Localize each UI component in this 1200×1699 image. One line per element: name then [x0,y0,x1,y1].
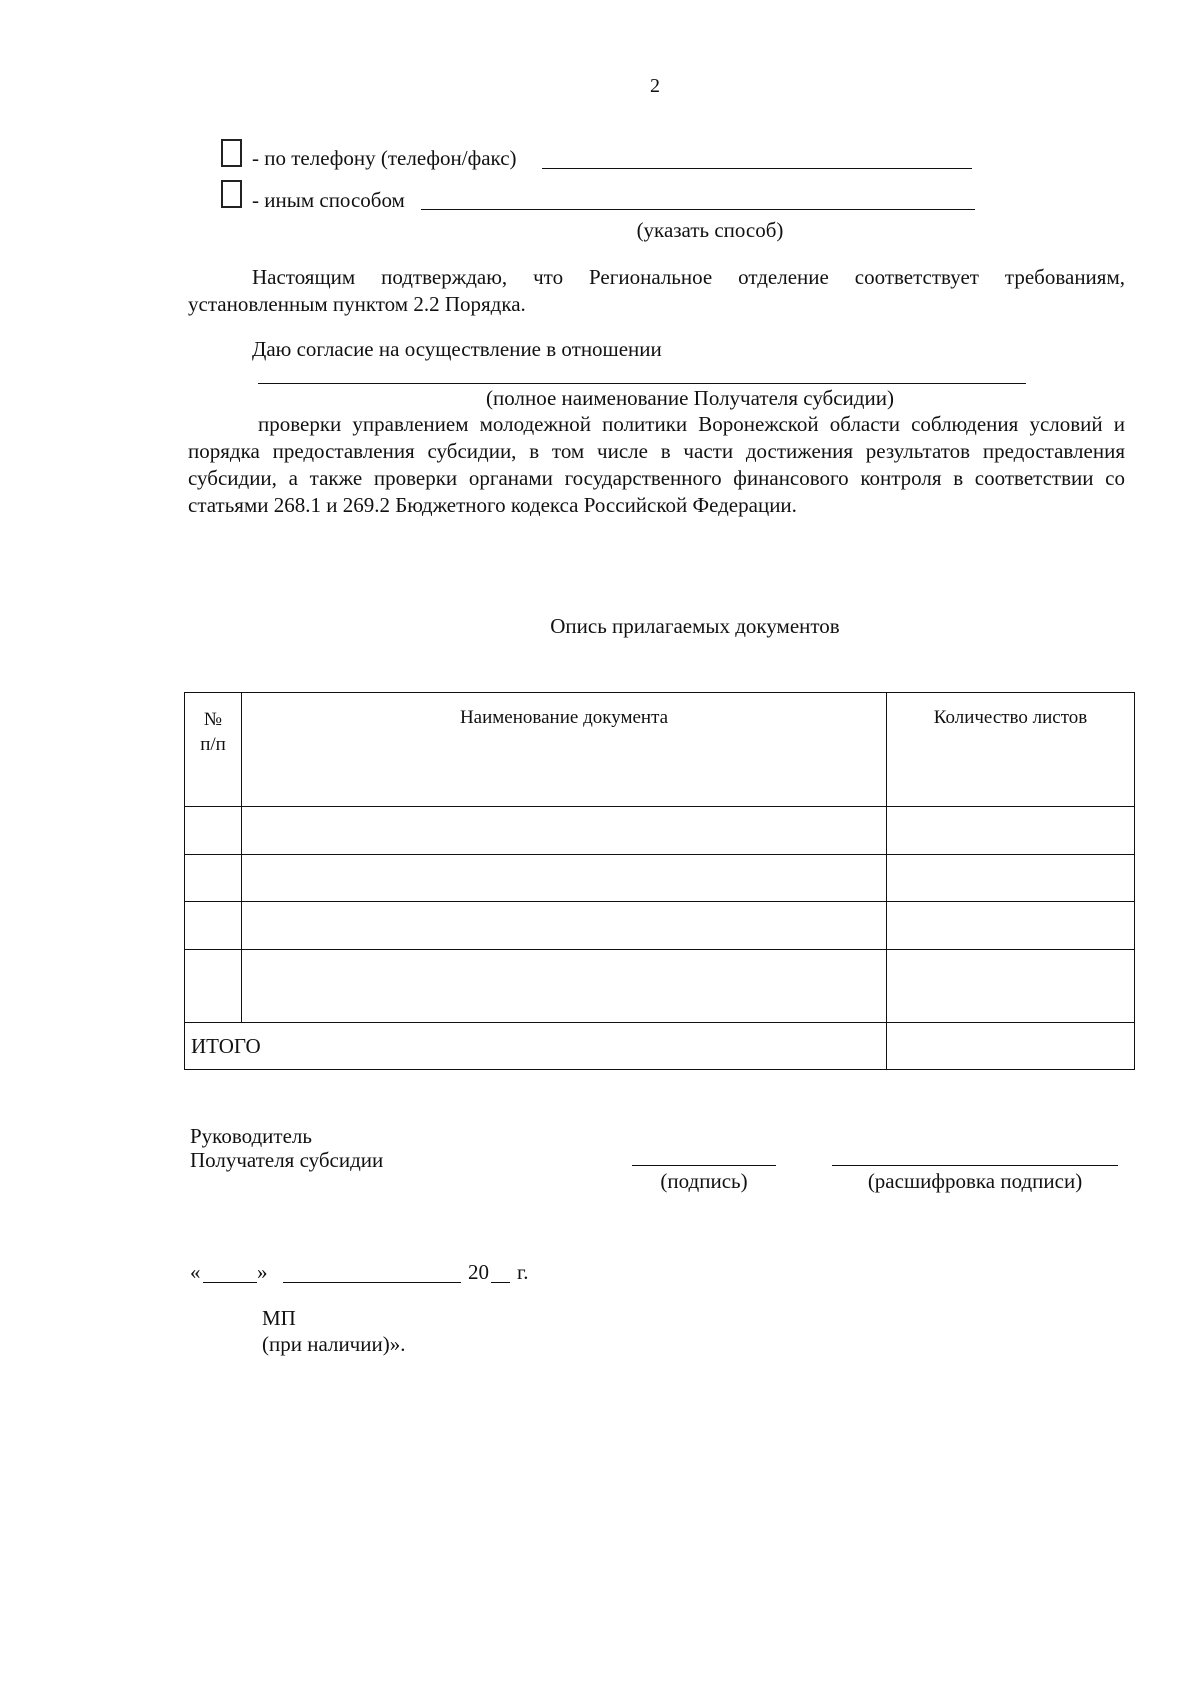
table-row [185,807,1135,855]
header-sheets: Количество листов [887,693,1135,807]
date-close-quote: » [257,1260,268,1284]
recipient-name-hint: (полное наименование Получателя субсидии) [486,386,894,410]
page-number: 2 [650,75,660,97]
table-row [185,902,1135,950]
consent-paragraph [188,411,1125,519]
other-method-label: - иным способом [252,188,405,212]
row-num-cell[interactable] [185,950,242,1023]
confirmation-paragraph [188,264,1125,318]
recipient-name-field[interactable] [258,383,1026,384]
inventory-table [184,692,1135,1070]
date-year-field[interactable] [491,1282,510,1283]
table-row [185,855,1135,902]
row-sheets-cell[interactable] [887,855,1135,902]
consent-lead: Даю согласие на осуществление в отношении [252,337,662,361]
row-num-cell[interactable] [185,902,242,950]
date-month-field[interactable] [283,1282,461,1283]
row-doc-name-cell[interactable] [242,855,887,902]
phone-option-checkbox[interactable] [221,139,242,167]
signature-hint: (подпись) [660,1169,748,1193]
stamp-label: МП [262,1306,296,1330]
other-method-hint: (указать способ) [636,218,784,242]
header-num: № п/п [185,693,242,807]
other-method-field[interactable] [421,209,975,210]
signer-role-line2: Получателя субсидии [190,1148,384,1172]
row-num-cell[interactable] [185,855,242,902]
total-row [185,1023,1135,1070]
date-year-suffix: г. [517,1260,529,1284]
signature-field[interactable] [632,1165,776,1166]
confirmation-text: Настоящим подтверждаю, что Региональное отделение соответствует требованиям, установленным пунктом 2.2 Порядка. [188,265,1125,316]
signature-decode-hint: (расшифровка подписи) [867,1169,1083,1193]
header-doc-name: Наименование документа [242,693,887,807]
consent-body: проверки управлением молодежной политики Воронежской области соблюдения условий и порядка предоставления субсидии, в том числе в части достижения результатов предоставления субсидии, а также проверки органами государственного финансового контроля в соответствии со статьями 268.1 и 269.2 Бюджетного кодекса Российской Федерации. [188,412,1125,517]
date-day-field[interactable] [203,1282,257,1283]
row-sheets-cell[interactable] [887,807,1135,855]
stamp-hint: (при наличии)». [262,1332,406,1356]
phone-fax-field[interactable] [542,168,972,169]
row-sheets-cell[interactable] [887,902,1135,950]
total-label: ИТОГО [185,1023,887,1070]
row-doc-name-cell[interactable] [242,950,887,1023]
table-row [185,950,1135,1023]
row-doc-name-cell[interactable] [242,807,887,855]
total-sheets-cell[interactable] [887,1023,1135,1070]
inventory-title: Опись прилагаемых документов [550,614,840,638]
date-year-prefix: 20 [468,1260,489,1284]
other-method-checkbox[interactable] [221,180,242,208]
date-open-quote: « [190,1260,201,1284]
row-doc-name-cell[interactable] [242,902,887,950]
inventory-header-row [185,693,1135,807]
signer-role-line1: Руководитель [190,1124,312,1148]
signature-decode-field[interactable] [832,1165,1118,1166]
phone-option-label: - по телефону (телефон/факс) [252,146,517,170]
row-num-cell[interactable] [185,807,242,855]
row-sheets-cell[interactable] [887,950,1135,1023]
